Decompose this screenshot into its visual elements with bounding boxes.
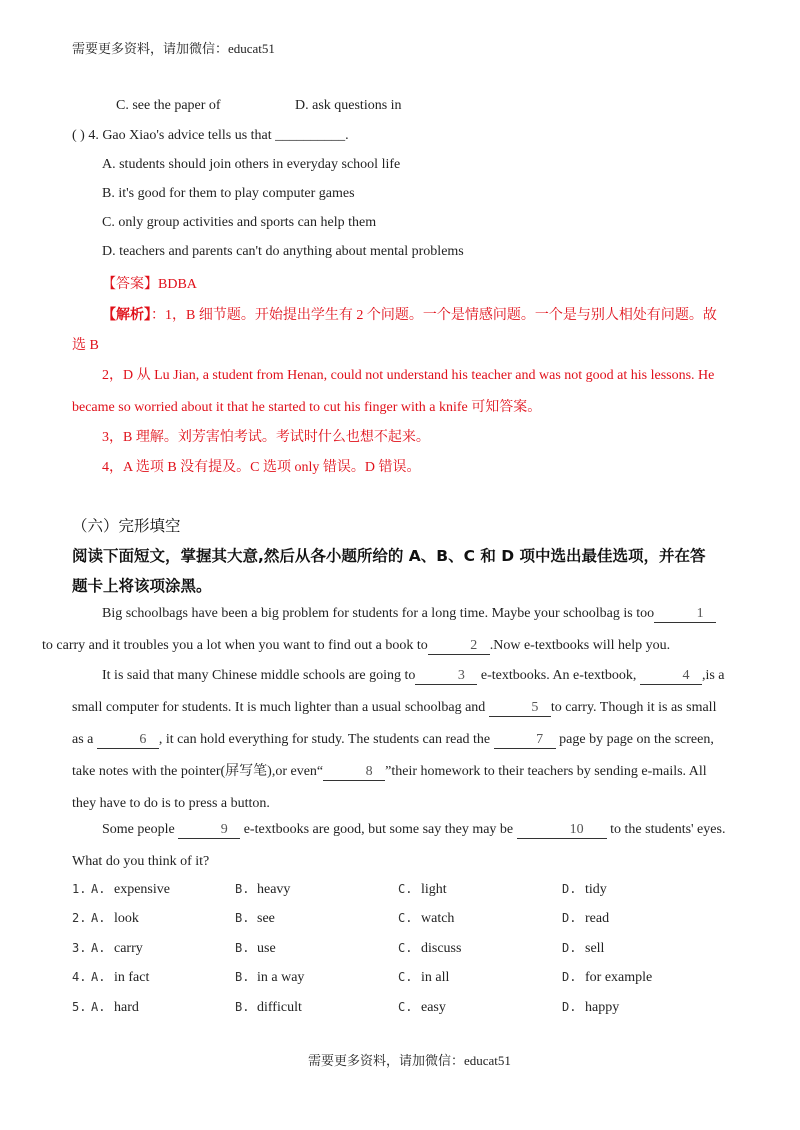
option-a: look <box>114 911 139 926</box>
option-letter-b: B. <box>235 882 250 896</box>
passage-paragraph-3 <box>72 814 728 878</box>
blank-3: 3 <box>415 668 477 685</box>
option-number: 1. <box>72 882 87 896</box>
option-d: tidy <box>585 882 607 897</box>
section-title: （六）完形填空 <box>72 517 181 535</box>
passage-text: Some people <box>102 822 179 837</box>
option-d: sell <box>585 941 605 956</box>
option-c: easy <box>421 1000 446 1015</box>
q3-option-d: D. ask questions in <box>295 98 402 113</box>
option-b: difficult <box>257 1000 302 1015</box>
passage-text: ,is a small computer for students. It is much lighter than a usual schoolbag and <box>72 668 725 715</box>
blank-1: 1 <box>654 606 716 623</box>
option-letter-d: D. <box>562 1000 577 1014</box>
option-letter-b: B. <box>235 911 250 925</box>
analysis-line-4: 4，A 选项 B 没有提及。C 选项 only 错误。D 错误。 <box>102 460 421 475</box>
q4-option-c: C. only group activities and sports can help them <box>102 215 377 230</box>
option-c: light <box>421 882 447 897</box>
passage-text: , it can hold everything for study. The students can read the <box>158 732 494 747</box>
passage-text: to carry. Though it is as small as a <box>72 700 717 747</box>
option-number: 3. <box>72 941 87 955</box>
option-a: expensive <box>114 882 170 897</box>
analysis-line-1b: 选 B <box>72 338 99 353</box>
option-row-3 <box>72 941 728 963</box>
q4-option-a: A. students should join others in everyday school life <box>102 157 401 172</box>
q3-option-c: C. see the paper of <box>116 98 221 113</box>
blank-2: 2 <box>428 638 490 655</box>
option-row-2 <box>72 911 728 933</box>
blank-9: 9 <box>178 822 240 839</box>
analysis-line-2b: became so worried about it that he started to cut his finger with a knife 可知答案。 <box>72 400 542 415</box>
option-letter-a: A. <box>91 882 106 896</box>
passage-text: .Now e-textbooks will help you. <box>489 638 671 653</box>
passage-paragraph-2 <box>72 660 728 820</box>
option-letter-c: C. <box>398 911 413 925</box>
option-letter-a: A. <box>91 911 106 925</box>
page-footer: 需要更多资料，请加微信：educat51 <box>308 1053 511 1068</box>
analysis-text-1: ：1，B 细节题。开始提出学生有 2 个问题。一个是情感问题。一个是与别人相处有问题。故 <box>151 308 717 323</box>
passage-text: to carry and it troubles you a lot when you want to find out a book to <box>42 638 428 653</box>
option-letter-c: C. <box>398 882 413 896</box>
passage-paragraph-1 <box>42 598 728 662</box>
option-letter-d: D. <box>562 911 577 925</box>
option-d: read <box>585 911 610 926</box>
analysis-label: 【解析】 <box>102 308 151 323</box>
option-number: 5. <box>72 1000 87 1014</box>
option-c: discuss <box>421 941 462 956</box>
option-row-1 <box>72 882 728 904</box>
option-letter-b: B. <box>235 1000 250 1014</box>
passage-text: e-textbooks. An e-textbook, <box>477 668 640 683</box>
q4-option-b: B. it's good for them to play computer games <box>102 186 355 201</box>
section-instruction-2: 题卡上将该项涂黑。 <box>72 577 212 595</box>
option-letter-c: C. <box>398 970 413 984</box>
blank-7: 7 <box>494 732 556 749</box>
blank-10: 10 <box>517 822 607 839</box>
answer-label: 【答案】 <box>102 277 158 292</box>
blank-4: 4 <box>640 668 702 685</box>
q4-stem: ( ) 4. Gao Xiao's advice tells us that __________. <box>72 128 349 143</box>
option-a: in fact <box>114 970 150 985</box>
option-letter-d: D. <box>562 882 577 896</box>
answer-value: BDBA <box>158 277 197 292</box>
option-a: hard <box>114 1000 139 1015</box>
passage-text: e-textbooks are good, but some say they may be <box>240 822 517 837</box>
option-c: in all <box>421 970 450 985</box>
passage-text: to the students' eyes. What do you think of it? <box>72 822 726 869</box>
option-number: 4. <box>72 970 87 984</box>
option-letter-a: A. <box>91 970 106 984</box>
option-b: see <box>257 911 275 926</box>
answer-line <box>102 273 197 293</box>
passage-text: Big schoolbags have been a big problem for students for a long time. Maybe your schoolbag is too <box>102 606 655 621</box>
option-number: 2. <box>72 911 87 925</box>
option-letter-c: C. <box>398 1000 413 1014</box>
section-instruction-1: 阅读下面短文，掌握其大意,然后从各小题所给的 A、B、C 和 D 项中选出最佳选项，并在答 <box>72 547 706 565</box>
passage-text: ”their homework to their teachers by sending e-mails. All they have to do is to press a button. <box>72 764 707 811</box>
option-d: happy <box>585 1000 620 1015</box>
option-letter-d: D. <box>562 941 577 955</box>
option-row-5 <box>72 1000 728 1022</box>
analysis-line-2: 2，D 从 Lu Jian, a student from Henan, could not understand his teacher and was not good at his lessons. He <box>102 368 715 383</box>
blank-6: 6 <box>97 732 159 749</box>
analysis-line-3: 3，B 理解。刘芳害怕考试。考试时什么也想不起来。 <box>102 430 430 445</box>
option-letter-b: B. <box>235 970 250 984</box>
option-letter-a: A. <box>91 941 106 955</box>
option-b: in a way <box>257 970 305 985</box>
option-c: watch <box>421 911 455 926</box>
blank-5: 5 <box>489 700 551 717</box>
analysis-line-1 <box>102 304 717 324</box>
option-d: for example <box>585 970 653 985</box>
option-letter-c: C. <box>398 941 413 955</box>
page-header: 需要更多资料，请加微信：educat51 <box>72 41 275 56</box>
option-b: heavy <box>257 882 291 897</box>
option-letter-d: D. <box>562 970 577 984</box>
passage-text: It is said that many Chinese middle schools are going to <box>102 668 416 683</box>
option-row-4 <box>72 970 728 992</box>
blank-8: 8 <box>323 764 385 781</box>
passage-text: page by page on the screen, take notes with the pointer(屏写笔),or even“ <box>72 732 714 779</box>
option-b: use <box>257 941 276 956</box>
q4-option-d: D. teachers and parents can't do anything about mental problems <box>102 244 464 259</box>
option-a: carry <box>114 941 143 956</box>
option-letter-b: B. <box>235 941 250 955</box>
option-letter-a: A. <box>91 1000 106 1014</box>
